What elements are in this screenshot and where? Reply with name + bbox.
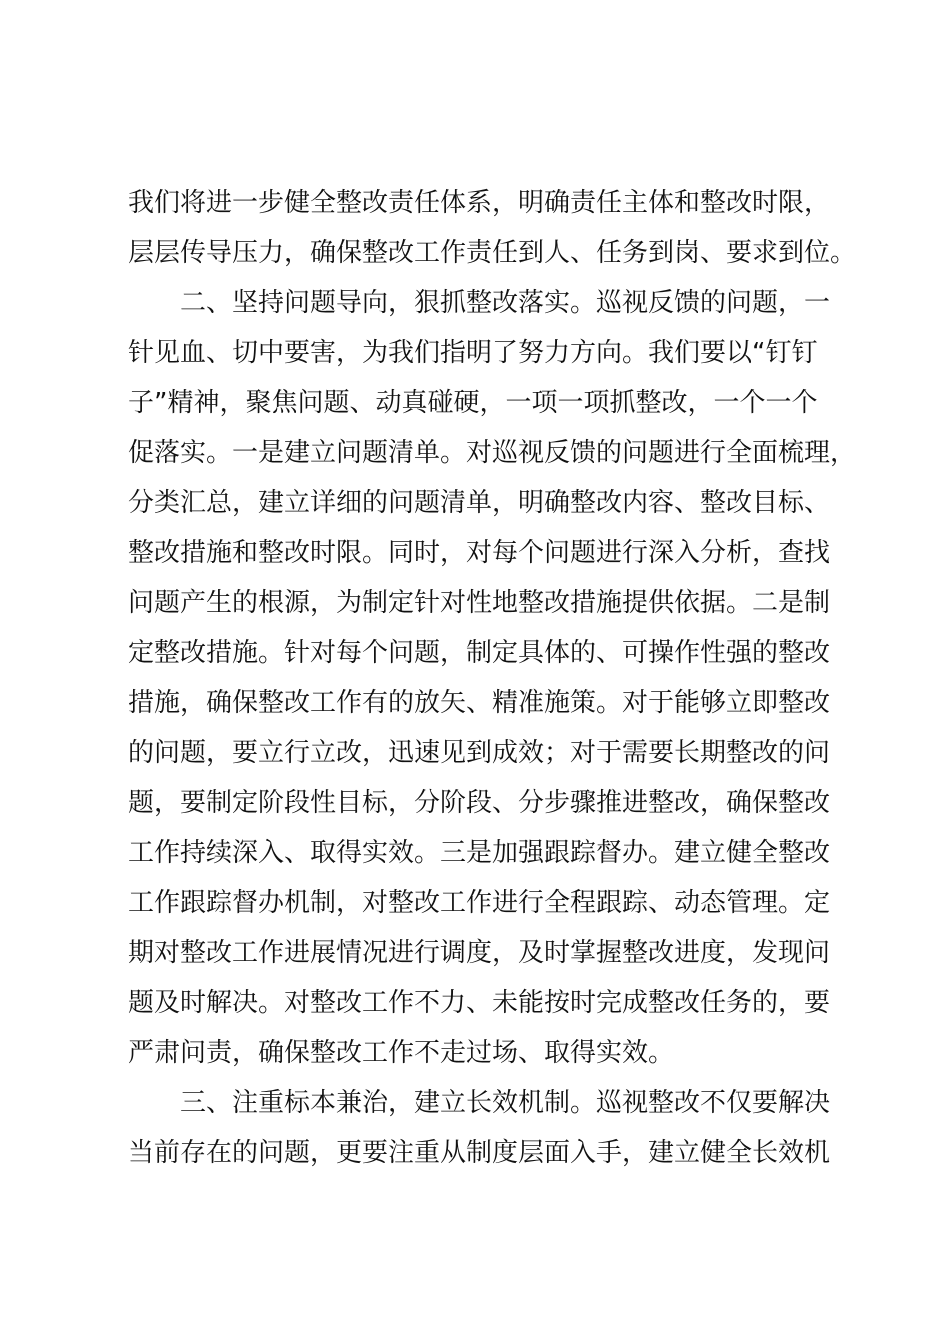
- section-heading-line: 二、坚持问题导向，狠抓整改落实。巡视反馈的问题，一: [180, 288, 831, 318]
- text-line: 严肃问责，确保整改工作不走过场、取得实效。: [128, 1038, 675, 1068]
- text-line: 当前存在的问题，更要注重从制度层面入手，建立健全长效机: [128, 1138, 831, 1168]
- text-line: 定整改措施。针对每个问题，制定具体的、可操作性强的整改: [128, 638, 831, 668]
- text-line: 我们将进一步健全整改责任体系，明确责任主体和整改时限，: [128, 188, 831, 218]
- text-line: 子”精神，聚焦问题、动真碰硬，一项一项抓整改，一个一个: [128, 388, 818, 418]
- text-line: 层层传导压力，确保整改工作责任到人、任务到岗、要求到位。: [128, 238, 857, 268]
- text-line: 整改措施和整改时限。同时，对每个问题进行深入分析，查找: [128, 538, 831, 568]
- text-line: 问题产生的根源，为制定针对性地整改措施提供依据。二是制: [128, 588, 831, 618]
- text-line: 工作跟踪督办机制，对整改工作进行全程跟踪、动态管理。定: [128, 888, 831, 918]
- text-line: 的问题，要立行立改，迅速见到成效；对于需要长期整改的问: [128, 738, 831, 768]
- text-line: 题，要制定阶段性目标，分阶段、分步骤推进整改，确保整改: [128, 788, 831, 818]
- text-line: 期对整改工作进展情况进行调度，及时掌握整改进度，发现问: [128, 938, 831, 968]
- text-line: 针见血、切中要害，为我们指明了努力方向。我们要以“钉钉: [128, 338, 818, 368]
- section-heading-line: 三、注重标本兼治，建立长效机制。巡视整改不仅要解决: [180, 1088, 831, 1118]
- text-line: 分类汇总，建立详细的问题清单，明确整改内容、整改目标、: [128, 488, 831, 518]
- body-text: [128, 178, 857, 1178]
- text-line: 措施，确保整改工作有的放矢、精准施策。对于能够立即整改: [128, 688, 831, 718]
- text-line: 工作持续深入、取得实效。三是加强跟踪督办。建立健全整改: [128, 838, 831, 868]
- text-line: 促落实。一是建立问题清单。对巡视反馈的问题进行全面梳理，: [128, 438, 857, 468]
- text-line: 题及时解决。对整改工作不力、未能按时完成整改任务的，要: [128, 988, 831, 1018]
